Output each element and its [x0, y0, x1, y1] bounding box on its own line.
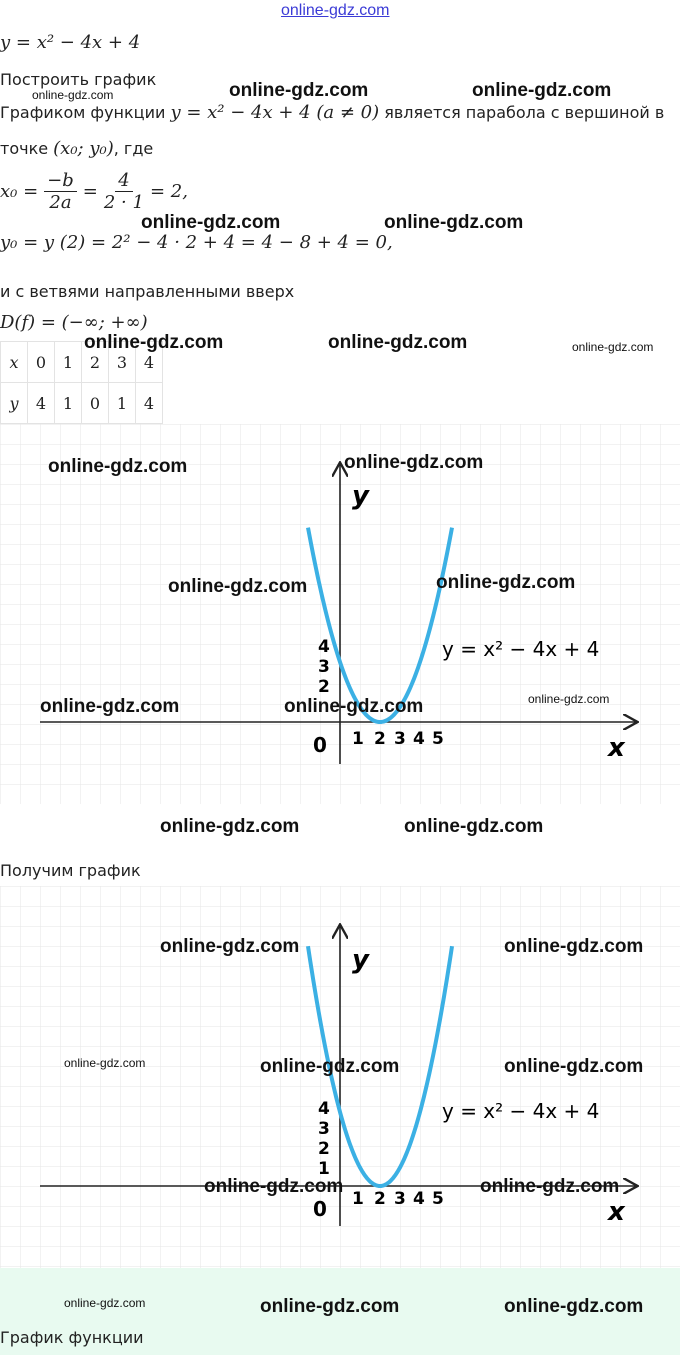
table-cell: 4 [136, 342, 163, 383]
watermark: online-gdz.com [204, 1176, 344, 1197]
intro-line-1 [0, 102, 664, 123]
top-watermark-link[interactable]: online-gdz.com [281, 2, 390, 19]
watermark: online-gdz.com [436, 572, 576, 593]
intro-line-2 [0, 138, 153, 159]
fraction-2-num: 4 [115, 170, 132, 192]
watermark-small: online-gdz.com [528, 692, 610, 706]
y-tick-label: 4 [318, 637, 330, 657]
x-axis-label: x [608, 733, 625, 763]
x-tick-label: 4 [413, 1189, 425, 1209]
y-tick-label: 3 [318, 1119, 330, 1139]
table-cell: 3 [109, 342, 136, 383]
watermark: online-gdz.com [384, 212, 524, 233]
y-tick-label: 3 [318, 657, 330, 677]
watermark: online-gdz.com [48, 456, 188, 477]
y-axis-label: y [352, 945, 369, 975]
watermark: online-gdz.com [260, 1056, 400, 1077]
x-tick-label: 1 [352, 729, 364, 749]
watermark-small: online-gdz.com [32, 88, 114, 102]
x-tick-label: 5 [432, 729, 444, 749]
watermark: online-gdz.com [84, 332, 224, 353]
watermark-small: online-gdz.com [64, 1056, 146, 1070]
task-label: Построить график [0, 70, 157, 89]
watermark: online-gdz.com [504, 1056, 644, 1077]
fraction-1-num: −b [44, 170, 77, 192]
y-tick-label: 1 [318, 1159, 330, 1179]
x-tick-label: 3 [394, 729, 406, 749]
intro-text-before: Графиком функции [0, 103, 171, 122]
table-cell: 4 [28, 383, 55, 424]
domain-text: D(f) = (−∞; +∞) [0, 312, 148, 333]
fraction-1 [44, 170, 77, 213]
origin-label: 0 [313, 733, 327, 757]
y-tick-label: 2 [318, 1139, 330, 1159]
watermark: online-gdz.com [160, 816, 300, 837]
table-header-y: y [1, 383, 28, 424]
x-tick-label: 3 [394, 1189, 406, 1209]
watermark-small: online-gdz.com [572, 340, 654, 354]
function-label: y = x² − 4x + 4 [442, 1099, 600, 1123]
watermark: online-gdz.com [229, 80, 369, 101]
watermark: online-gdz.com [141, 212, 281, 233]
x0-eq: = [82, 181, 98, 202]
watermark: online-gdz.com [472, 80, 612, 101]
watermark: online-gdz.com [328, 332, 468, 353]
origin-label: 0 [313, 1197, 327, 1221]
y0-formula: y₀ = y (2) = 2² − 4 · 2 + 4 = 4 − 8 + 4 = 0, [0, 232, 393, 253]
equation-header: y = x² − 4x + 4 [0, 32, 141, 53]
x-tick-label: 5 [432, 1189, 444, 1209]
x-tick-label: 2 [374, 1189, 386, 1209]
vertex-formula: (x₀; y₀) [53, 138, 114, 159]
x0-formula [0, 170, 188, 213]
watermark: online-gdz.com [404, 816, 544, 837]
x-tick-label: 2 [374, 729, 386, 749]
table-cell: 1 [55, 383, 82, 424]
x-axis-label: x [608, 1197, 625, 1227]
intro-formula: y = x² − 4x + 4 (a ≠ 0) [170, 102, 380, 123]
intro2-text-after: , где [113, 139, 154, 158]
x-tick-label: 4 [413, 729, 425, 749]
watermark: online-gdz.com [160, 936, 300, 957]
x0-lhs: x₀ = [0, 181, 39, 202]
table-cell: 0 [28, 342, 55, 383]
function-label: y = x² − 4x + 4 [442, 637, 600, 661]
table-cell: 1 [55, 342, 82, 383]
y-tick-label: 4 [318, 1099, 330, 1119]
watermark: online-gdz.com [504, 936, 644, 957]
intro-text-after: является парабола с вершиной в [379, 103, 665, 122]
parabola-graph-1 [0, 424, 680, 804]
watermark: online-gdz.com [284, 696, 424, 717]
fraction-1-den: 2a [49, 192, 72, 213]
watermark: online-gdz.com [344, 452, 484, 473]
table-cell: 4 [136, 383, 163, 424]
fraction-2-den: 2 · 1 [103, 192, 144, 213]
watermark-small: online-gdz.com [64, 1296, 146, 1310]
branches-text: и с ветвями направленными вверх [0, 282, 295, 301]
x0-rhs: = 2, [149, 181, 188, 202]
x-tick-label: 1 [352, 1189, 364, 1209]
table-row-y [1, 383, 163, 424]
watermark: online-gdz.com [480, 1176, 620, 1197]
watermark: online-gdz.com [168, 576, 308, 597]
table-cell: 2 [82, 342, 109, 383]
fraction-2 [104, 170, 144, 213]
watermark: online-gdz.com [40, 696, 180, 717]
result-label: Получим график [0, 861, 141, 880]
table-cell: 0 [82, 383, 109, 424]
watermark: online-gdz.com [504, 1296, 644, 1317]
table-cell: 1 [109, 383, 136, 424]
y-tick-label: 2 [318, 677, 330, 697]
table-header-x: x [1, 342, 28, 383]
intro2-text-before: точке [0, 139, 54, 158]
y-axis-label: y [352, 481, 369, 511]
watermark: online-gdz.com [260, 1296, 400, 1317]
footer-label: График функции [0, 1328, 144, 1347]
